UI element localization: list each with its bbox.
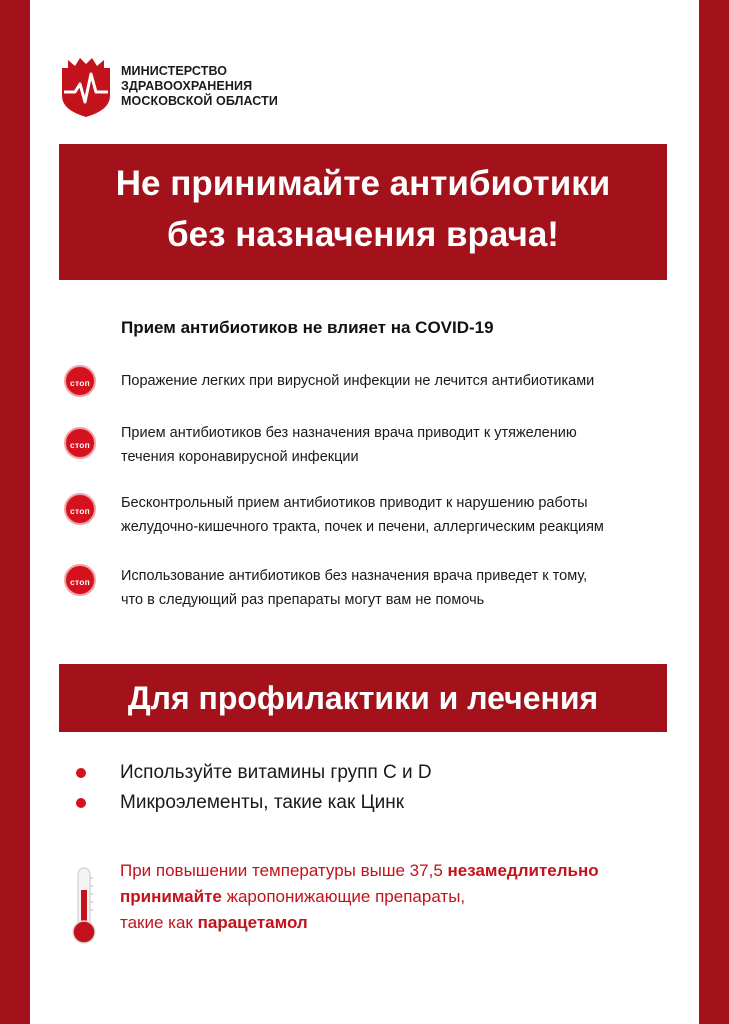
- thermometer-icon: [70, 866, 98, 946]
- stop-item-line: Бесконтрольный прием антибиотиков приводит к нарушению работы: [121, 495, 588, 511]
- stop-item-line: течения коронавирусной инфекции: [121, 449, 359, 465]
- stop-item-text: [121, 369, 594, 393]
- organization-name: [121, 64, 278, 109]
- bullet-dot-icon: [76, 798, 86, 808]
- stop-sign-icon: стоп: [64, 564, 96, 596]
- notice-emphasis: незамедлительно: [447, 861, 599, 880]
- temperature-notice: [120, 858, 599, 936]
- stop-item-text: [121, 421, 577, 469]
- bullet-dot-icon: [76, 768, 86, 778]
- bullet-item-text: Используйте витамины групп С и D: [120, 762, 432, 783]
- notice-emphasis: принимайте: [120, 887, 222, 906]
- headline-banner: [59, 144, 667, 280]
- organization-name-line: МИНИСТЕРСТВО: [121, 64, 228, 78]
- temperature-notice-line: [120, 858, 599, 884]
- section-subtitle: Прием антибиотиков не влияет на COVID-19: [121, 318, 494, 337]
- headline-line: Не принимайте антибиотики: [115, 164, 611, 203]
- headline-line: без назначения врача!: [167, 215, 559, 254]
- temperature-notice-line: [120, 910, 599, 936]
- stop-item-line: Поражение легких при вирусной инфекции не лечится антибиотиками: [121, 373, 595, 389]
- stop-item-line: Прием антибиотиков без назначения врача приводит к утяжелению: [121, 425, 577, 441]
- stop-item-line: Использование антибиотиков без назначения врача приведет к тому,: [121, 568, 588, 584]
- prevention-banner: Для профилактики и лечения: [59, 664, 667, 732]
- organization-name-line: ЗДРАВООХРАНЕНИЯ: [121, 79, 253, 93]
- stop-item-text: [121, 564, 587, 612]
- stop-item-text: [121, 491, 604, 539]
- left-border-bar: [0, 0, 30, 1024]
- stop-item-line: что в следующий раз препараты могут вам не помочь: [121, 592, 485, 608]
- right-border-bar: [699, 0, 729, 1024]
- bullet-item-text: Микроэлементы, такие как Цинк: [120, 792, 405, 813]
- stop-sign-icon: стоп: [64, 427, 96, 459]
- notice-emphasis: парацетамол: [197, 913, 308, 932]
- stop-item-line: желудочно-кишечного тракта, почек и печени, аллергическим реакциям: [121, 519, 604, 535]
- stop-sign-icon: стоп: [64, 365, 96, 397]
- stop-sign-icon: стоп: [64, 493, 96, 525]
- notice-text: такие как: [120, 913, 198, 932]
- shield-pulse-icon: [60, 56, 112, 118]
- notice-text: жаропонижающие препараты,: [221, 887, 466, 906]
- temperature-notice-line: [120, 884, 599, 910]
- notice-text: При повышении температуры выше 37,5: [120, 861, 448, 880]
- organization-name-line: МОСКОВСКОЙ ОБЛАСТИ: [121, 94, 278, 108]
